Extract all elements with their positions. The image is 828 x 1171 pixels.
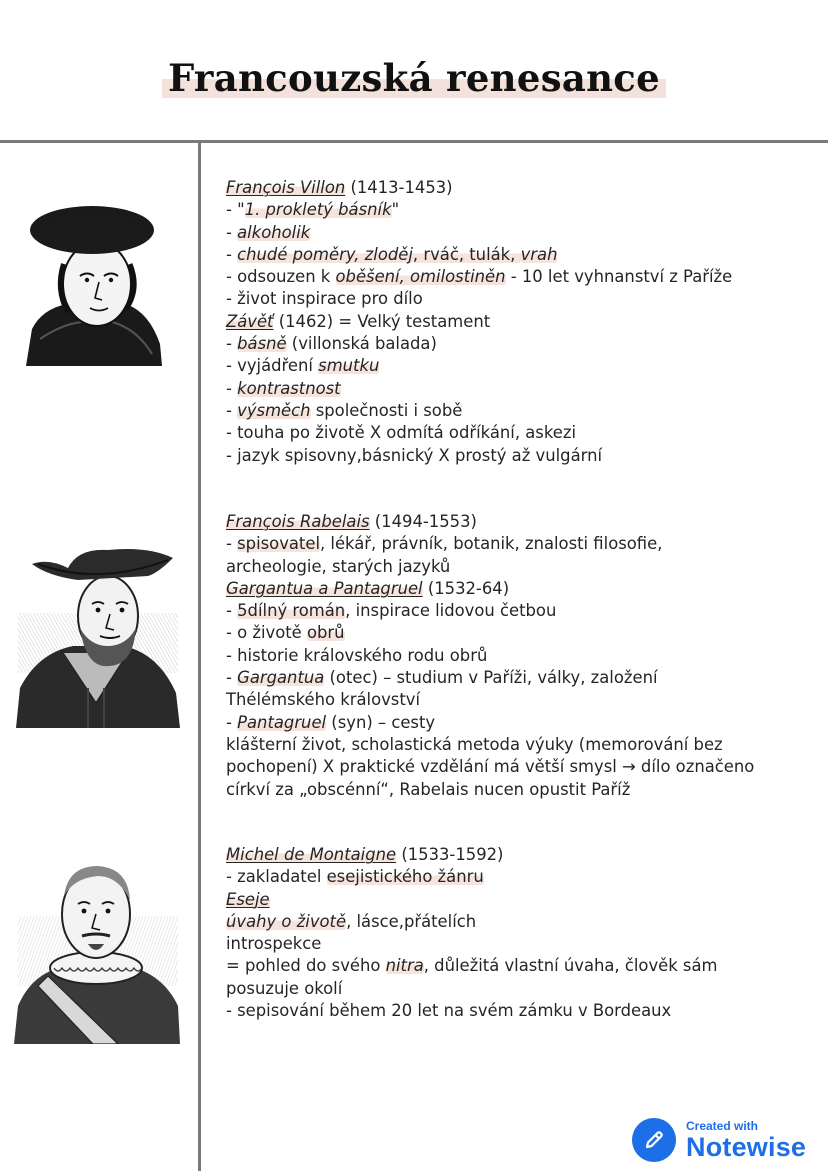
note-text: klášterní život, scholastická metoda výuky (memorování bez — [226, 734, 723, 754]
note-text: Pantagruel — [237, 712, 327, 732]
note-text: posuzuje okolí — [226, 978, 343, 998]
portrait-francois-rabelais — [8, 528, 184, 728]
note-text: (villonská balada) — [286, 334, 437, 354]
note-text: - — [226, 534, 238, 554]
note-line — [226, 266, 816, 288]
badge-brand-name: Notewise — [686, 1131, 807, 1162]
note-heading: Gargantua a Pantagruel — [226, 578, 423, 598]
note-text: Gargantua — [237, 668, 325, 688]
note-text: - — [226, 668, 238, 688]
portrait-michel-de-montaigne — [8, 856, 184, 1044]
note-text: vrah — [520, 244, 558, 264]
note-line — [226, 955, 816, 977]
note-text: (1462) = Velký testament — [273, 311, 491, 331]
note-line — [226, 622, 816, 644]
note-line — [226, 355, 816, 377]
note-text: - sepisování během 20 let na svém zámku v Bordeaux — [226, 1001, 672, 1021]
note-line — [226, 889, 816, 911]
note-line — [226, 422, 816, 444]
note-text: Thélémského království — [226, 690, 421, 710]
note-text: básně — [237, 334, 287, 354]
note-text: smutku — [318, 356, 380, 376]
note-text: spisovatel — [237, 534, 320, 554]
note-text: - — [226, 712, 238, 732]
note-text: pochopení) X praktické vzdělání má větší smysl → dílo označeno — [226, 757, 755, 777]
note-text: - — [226, 334, 238, 354]
note-text: " — [391, 200, 400, 220]
note-text: - zakladatel — [226, 867, 327, 887]
note-text: 1. prokletý básník — [244, 200, 392, 220]
note-text: oběšení, omilostiněn — [335, 267, 506, 287]
badge-text — [686, 1120, 806, 1161]
note-text: - touha po životě X odmítá odříkání, askezi — [226, 423, 576, 443]
note-line — [226, 556, 816, 578]
note-line — [226, 866, 816, 888]
note-text: - " — [226, 200, 245, 220]
note-text: chudé poměry, zloděj — [237, 244, 413, 264]
note-text: alkoholik — [237, 222, 311, 242]
note-heading: Michel de Montaigne — [226, 845, 397, 864]
note-text: esejistického žánru — [326, 867, 484, 887]
note-line — [226, 933, 816, 955]
note-text: kontrastnost — [237, 378, 341, 398]
note-line — [226, 222, 816, 244]
note-text: - vyjádření — [226, 356, 319, 376]
note-text: - odsouzen k — [226, 267, 336, 287]
note-text: nitra — [385, 956, 424, 976]
note-line — [226, 533, 816, 555]
badge-created-with: Created with — [686, 1118, 759, 1133]
note-text: archeologie, starých jazyků — [226, 556, 451, 576]
note-line — [226, 400, 816, 422]
note-text: (otec) – studium v Paříži, války, založení — [324, 668, 658, 688]
note-text: , rváč, tulák, — [412, 244, 521, 264]
section-francois-villon — [226, 177, 816, 467]
note-line — [226, 600, 816, 622]
note-line — [226, 756, 816, 778]
page-title: Francouzská renesance — [162, 52, 666, 104]
note-text: obrů — [306, 623, 345, 643]
note-line — [226, 667, 816, 689]
note-line — [226, 689, 816, 711]
note-line — [226, 645, 816, 667]
note-heading: Závěť — [226, 311, 274, 331]
note-text: (1532-64) — [422, 578, 510, 598]
note-text: (syn) – cesty — [326, 712, 436, 732]
note-text: , důležitá vlastní úvaha, člověk sám — [423, 956, 718, 976]
note-line — [226, 734, 816, 756]
note-line — [226, 911, 816, 933]
section-francois-rabelais — [226, 511, 816, 801]
note-text: - — [226, 378, 238, 398]
note-text: = pohled do svého — [226, 956, 386, 976]
note-line — [226, 333, 816, 355]
note-text: , lásce,přátelích — [346, 911, 477, 931]
note-line — [226, 712, 816, 734]
note-text: - život inspirace pro dílo — [226, 289, 423, 309]
note-line — [226, 288, 816, 310]
note-line — [226, 311, 816, 333]
note-text: , inspirace lidovou četbou — [345, 601, 557, 621]
note-line — [226, 844, 816, 866]
note-line — [226, 244, 816, 266]
portrait-francois-villon — [22, 194, 164, 366]
notewise-badge[interactable] — [632, 1118, 806, 1162]
note-line — [226, 779, 816, 801]
note-text: úvahy o životě — [226, 911, 347, 931]
title-wrap — [0, 52, 828, 104]
note-text: (1413-1453) — [345, 178, 453, 197]
note-text: (1494-1553) — [369, 512, 477, 531]
note-line — [226, 378, 816, 400]
note-text: - — [226, 222, 238, 242]
note-line — [226, 578, 816, 600]
note-line — [226, 445, 816, 467]
vertical-divider — [198, 141, 201, 1171]
note-heading: Eseje — [226, 889, 270, 909]
note-text: - — [226, 400, 238, 420]
note-text: - historie královského rodu obrů — [226, 645, 488, 665]
note-heading: François Villon — [226, 178, 346, 197]
note-text: , lékář, právník, botanik, znalosti filosofie, — [320, 534, 663, 554]
note-line — [226, 511, 816, 533]
note-heading: François Rabelais — [226, 512, 370, 531]
pencil-icon — [632, 1118, 676, 1162]
note-line — [226, 978, 816, 1000]
note-text: introspekce — [226, 934, 322, 954]
note-text: církví za „obscénní“, Rabelais nucen opustit Paříž — [226, 779, 631, 799]
note-line — [226, 177, 816, 199]
note-text: 5dílný román — [237, 601, 346, 621]
note-text: (1533-1592) — [396, 845, 504, 864]
note-text: společnosti i sobě — [310, 400, 463, 420]
horizontal-divider — [0, 140, 828, 143]
note-line — [226, 1000, 816, 1022]
note-text: - — [226, 244, 238, 264]
note-line — [226, 199, 816, 221]
note-text: - jazyk spisovny,básnický X prostý až vulgární — [226, 445, 603, 465]
note-text: výsměch — [237, 400, 311, 420]
note-text: - — [226, 601, 238, 621]
section-michel-de-montaigne — [226, 844, 816, 1022]
note-text: - o životě — [226, 623, 307, 643]
note-text: - 10 let vyhnanství z Paříže — [505, 267, 733, 287]
